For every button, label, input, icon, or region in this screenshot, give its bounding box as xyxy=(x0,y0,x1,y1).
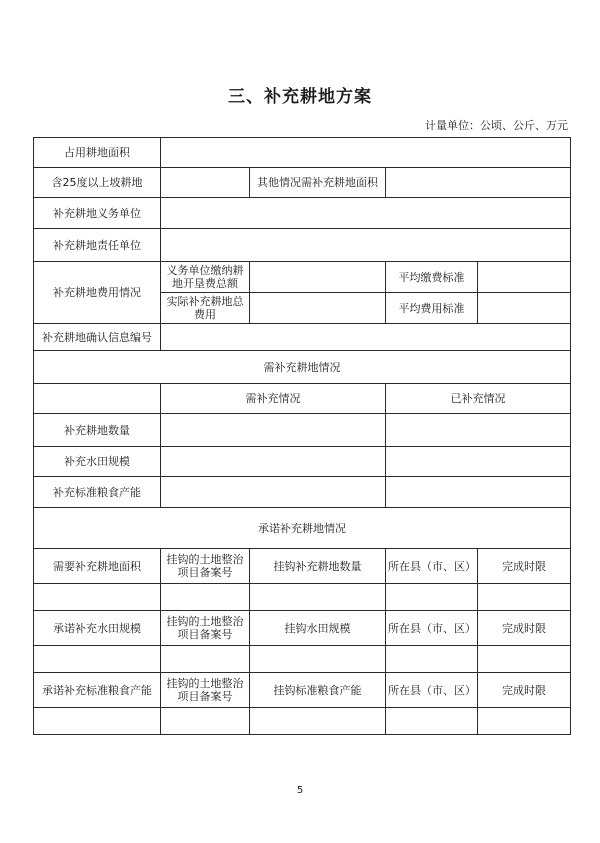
field-county-3[interactable] xyxy=(386,708,478,735)
label-deadline-1: 完成时限 xyxy=(478,549,571,584)
page-title: 三、补充耕地方案 xyxy=(228,87,372,107)
field-promised-grain[interactable] xyxy=(34,708,161,735)
label-quantity: 补充耕地数量 xyxy=(34,414,161,447)
label-duty-unit: 补充耕地义务单位 xyxy=(34,198,161,229)
label-deadline-3: 完成时限 xyxy=(478,673,571,708)
field-actual-cost[interactable] xyxy=(250,293,386,324)
field-avg-fee[interactable] xyxy=(478,262,571,293)
label-hook-grain: 挂钩标准粮食产能 xyxy=(250,673,386,708)
field-hook-paddy[interactable] xyxy=(250,646,386,673)
field-other-area[interactable] xyxy=(386,168,571,198)
field-quantity-need[interactable] xyxy=(161,414,386,447)
field-avg-cost[interactable] xyxy=(478,293,571,324)
field-quantity-done[interactable] xyxy=(386,414,571,447)
field-deadline-1[interactable] xyxy=(478,584,571,611)
label-project-no-1: 挂钩的土地整治项目备案号 xyxy=(161,549,250,584)
field-slope-land[interactable] xyxy=(161,168,250,198)
field-project-no-3[interactable] xyxy=(161,708,250,735)
label-paddy: 补充水田规模 xyxy=(34,447,161,477)
label-project-no-2: 挂钩的土地整治项目备案号 xyxy=(161,611,250,646)
page-number: 5 xyxy=(296,785,304,796)
header-need: 需补充情况 xyxy=(161,384,386,414)
label-grain: 补充标准粮食产能 xyxy=(34,477,161,508)
field-grain-done[interactable] xyxy=(386,477,571,508)
section-promised-title: 承诺补充耕地情况 xyxy=(34,508,571,549)
label-fee-total: 义务单位缴纳耕地开垦费总额 xyxy=(161,262,250,293)
measurement-unit: 计量单位：公顷、公斤、万元 xyxy=(425,119,568,132)
field-grain-need[interactable] xyxy=(161,477,386,508)
blank-header-cell xyxy=(34,384,161,414)
label-other-area: 其他情况需补充耕地面积 xyxy=(250,168,386,198)
field-fee-total[interactable] xyxy=(250,262,386,293)
field-duty-unit[interactable] xyxy=(161,198,571,229)
label-cost: 补充耕地费用情况 xyxy=(34,262,161,324)
farmland-plan-table xyxy=(33,137,571,735)
label-county-1: 所在县（市、区） xyxy=(386,549,478,584)
field-paddy-done[interactable] xyxy=(386,447,571,477)
field-confirm-no[interactable] xyxy=(161,324,571,351)
field-hook-area[interactable] xyxy=(250,584,386,611)
field-county-1[interactable] xyxy=(386,584,478,611)
label-promised-grain: 承诺补充标准粮食产能 xyxy=(34,673,161,708)
field-project-no-2[interactable] xyxy=(161,646,250,673)
field-occupied-area[interactable] xyxy=(161,138,571,168)
field-hook-grain[interactable] xyxy=(250,708,386,735)
label-avg-fee: 平均缴费标准 xyxy=(386,262,478,293)
field-promised-paddy[interactable] xyxy=(34,646,161,673)
label-promised-paddy: 承诺补充水田规模 xyxy=(34,611,161,646)
label-county-3: 所在县（市、区） xyxy=(386,673,478,708)
label-county-2: 所在县（市、区） xyxy=(386,611,478,646)
label-promised-area: 需要补充耕地面积 xyxy=(34,549,161,584)
label-occupied-area: 占用耕地面积 xyxy=(34,138,161,168)
label-confirm-no: 补充耕地确认信息编号 xyxy=(34,324,161,351)
label-avg-cost: 平均费用标准 xyxy=(386,293,478,324)
label-hook-paddy: 挂钩水田规模 xyxy=(250,611,386,646)
label-deadline-2: 完成时限 xyxy=(478,611,571,646)
label-responsible-unit: 补充耕地责任单位 xyxy=(34,229,161,262)
label-hook-area: 挂钩补充耕地数量 xyxy=(250,549,386,584)
section-needed-title: 需补充耕地情况 xyxy=(34,351,571,384)
label-actual-cost: 实际补充耕地总费用 xyxy=(161,293,250,324)
header-done: 已补充情况 xyxy=(386,384,571,414)
label-project-no-3: 挂钩的土地整治项目备案号 xyxy=(161,673,250,708)
field-paddy-need[interactable] xyxy=(161,447,386,477)
field-county-2[interactable] xyxy=(386,646,478,673)
field-deadline-2[interactable] xyxy=(478,646,571,673)
field-promised-area[interactable] xyxy=(34,584,161,611)
label-slope-land: 含25度以上坡耕地 xyxy=(34,168,161,198)
field-project-no-1[interactable] xyxy=(161,584,250,611)
field-deadline-3[interactable] xyxy=(478,708,571,735)
field-responsible-unit[interactable] xyxy=(161,229,571,262)
